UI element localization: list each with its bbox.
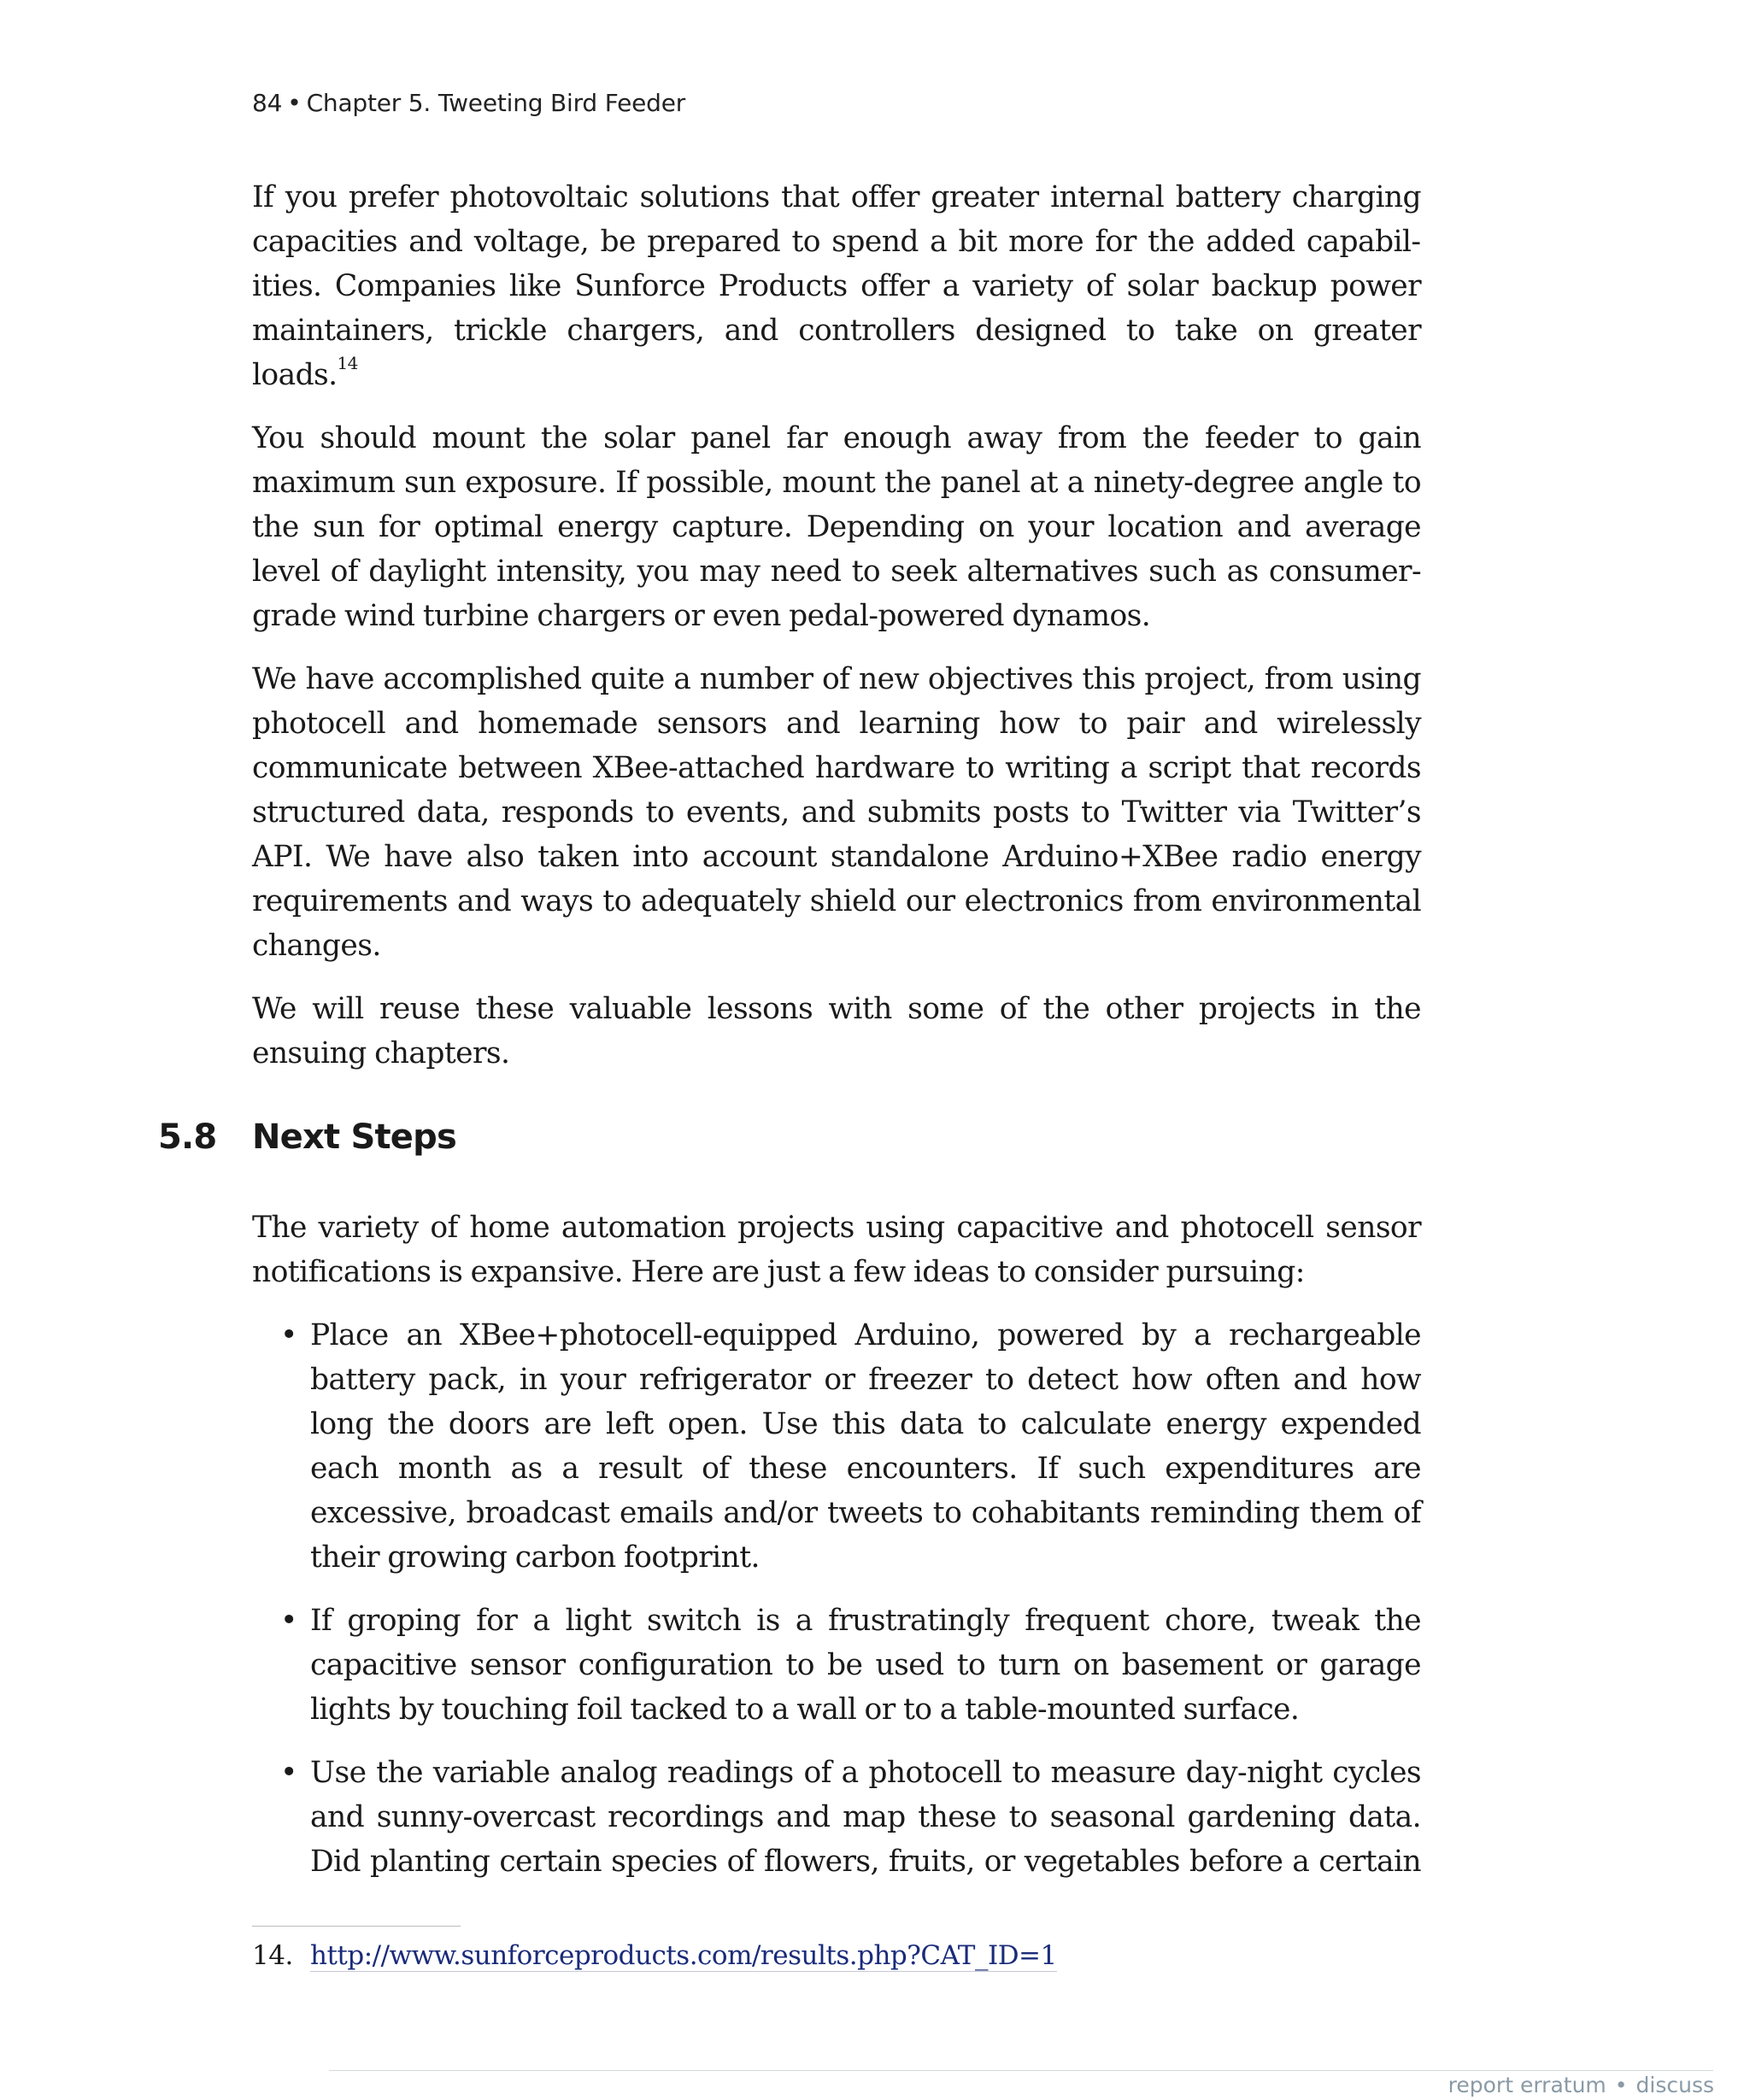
page-number: 84	[252, 89, 283, 117]
paragraph-intro: The variety of home automation projects using capacitive and photocell sensor notifications is expansive. Here are just a few ideas to consider pursuing:	[252, 1211, 1421, 1289]
list-item: • If groping for a light switch is a frustratingly frequent chore, tweak the capacitive sensor configuration to be used to turn on basement or garage lights by touching foil tacked to a wall or to a table-mounted surface.	[252, 1598, 1421, 1732]
section-number: 5.8	[158, 1117, 217, 1157]
list-item: • Use the variable analog readings of a photocell to measure day-night cycles and sunny-overcast recordings and map these to seasonal gardening data. Did planting certain species of flowers, fruits, or vegetables before a certain	[252, 1751, 1421, 1884]
bottom-divider	[329, 2070, 1713, 2071]
section-heading	[158, 1117, 456, 1157]
discuss-link[interactable]: discuss	[1635, 2073, 1714, 2097]
running-head	[252, 89, 685, 117]
bullet-icon: •	[280, 1756, 297, 1790]
running-head-bullet: •	[287, 89, 302, 117]
footnote	[252, 1935, 1057, 1976]
ideas-list	[252, 1313, 1421, 1884]
paragraph-mount-panel: You should mount the solar panel far enough away from the feeder to gain maximum sun exposure. If possible, mount the panel at a ninety-degree angle to the sun for optimal energy capture. Depending on your location and average level of daylight intensity, you may need to seek alternatives such as consumer-grade wind turbine chargers or even pedal-powered dynamos.	[252, 421, 1421, 633]
paragraph-accomplished: We have accomplished quite a number of new objectives this project, from using photocell and homemade sensors and learning how to pair and wirelessly communicate between XBee-attached hardware to writing a script that records structured data, responds to events, and submits posts to Twitter via Twitter’s API. We have also taken into account standalone Arduino+XBee radio energy requirements and ways to adequately shield our electronics from environmental changes.	[252, 662, 1421, 963]
paragraph-reuse-lessons: We will reuse these valuable lessons with some of the other projects in the ensuing chapters.	[252, 992, 1421, 1071]
body-next-steps	[252, 1205, 1421, 1903]
footnote-marker[interactable]: 14	[337, 353, 358, 373]
bullet-icon: •	[280, 1318, 297, 1352]
bottom-links	[1448, 2073, 1714, 2097]
list-item: • Place an XBee+photocell-equipped Arduino, powered by a rechargeable battery pack, in your refrigerator or freezer to detect how often and how long the doors are left open. Use this data to calculate energy expended each month as a result of these encounters. If such expenditures are excessive, broadcast emails and/or tweets to cohabitants reminding them of their growing carbon footprint.	[252, 1313, 1421, 1580]
footnote-number: 14.	[252, 1940, 293, 1971]
paragraph-photovoltaic: If you prefer photovoltaic solutions that offer greater internal battery charging capacities and voltage, be prepared to spend a bit more for the added capabilities. Companies like Sunforce Products offer a variety of solar backup power maintainers, trickle chargers, and controllers designed to take on greater loads.$^{14}$	[252, 180, 1421, 392]
bullet-icon: •	[280, 1604, 297, 1638]
bottom-separator: •	[1614, 2073, 1628, 2097]
report-erratum-link[interactable]: report erratum	[1448, 2073, 1606, 2097]
footnote-divider	[252, 1926, 461, 1927]
footnote-link[interactable]: http://www.sunforceproducts.com/results.php?CAT_ID=1	[310, 1940, 1057, 1971]
body-top	[252, 175, 1421, 1094]
chapter-title: Chapter 5. Tweeting Bird Feeder	[306, 89, 686, 117]
section-title: Next Steps	[252, 1117, 456, 1157]
